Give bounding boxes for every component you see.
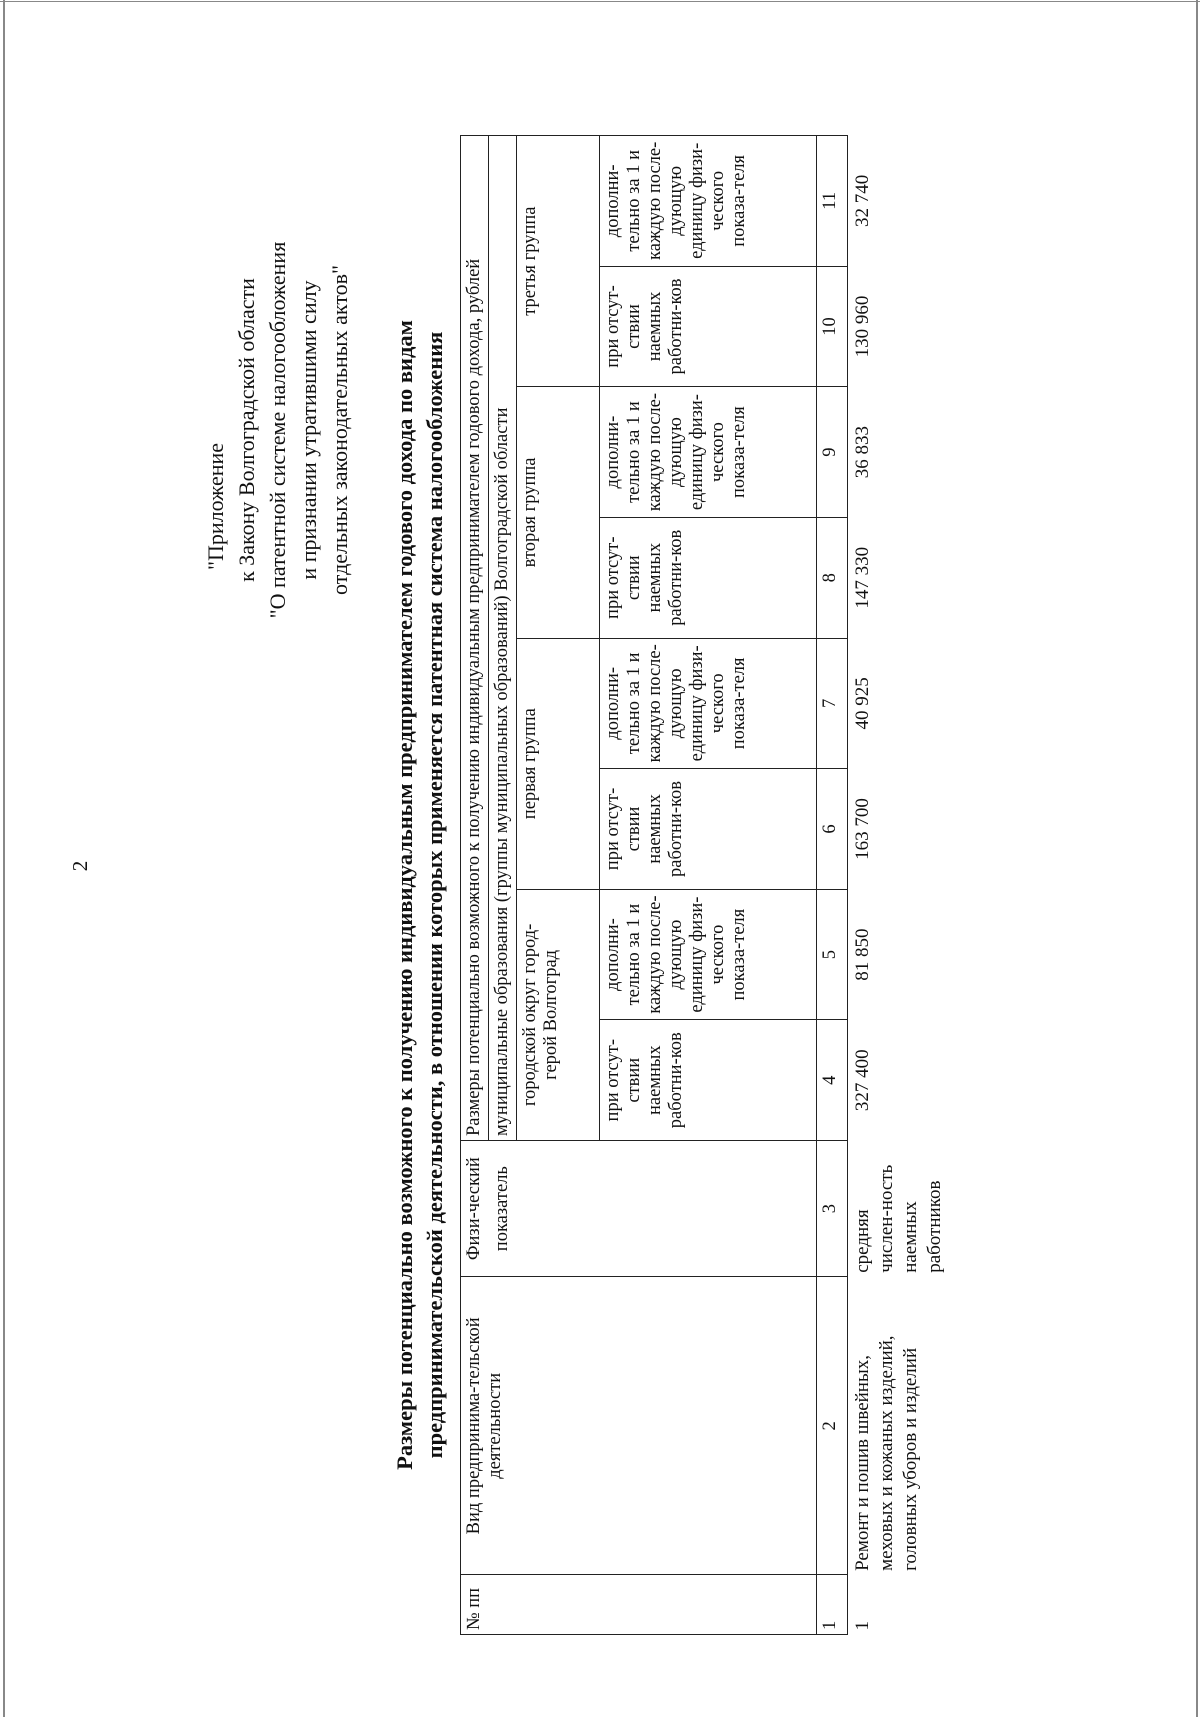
header-group-city: городской округ город-герой Волгоград	[517, 889, 600, 1140]
appendix-header	[200, 100, 355, 760]
row-value: 40 925	[852, 677, 873, 730]
header-additional: дополни-тельно за 1 и каждую после-дующую единицу физи-ческого показа-теля	[600, 136, 817, 267]
scan-edge-left	[3, 0, 5, 1717]
column-number-row	[817, 136, 848, 1635]
column-number: 4	[817, 1020, 848, 1141]
column-number: 1	[817, 1575, 848, 1635]
page-number: 2	[68, 860, 92, 872]
table-row	[848, 136, 951, 1635]
header-additional: дополни-тельно за 1 и каждую после-дующую единицу физи-ческого показа-теля	[600, 889, 817, 1020]
header-additional: дополни-тельно за 1 и каждую после-дующую единицу физи-ческого показа-теля	[600, 387, 817, 518]
column-number: 10	[817, 266, 848, 387]
row-num: 1	[852, 1621, 873, 1631]
header-group-2: вторая группа	[517, 387, 600, 638]
row-value: 32 740	[852, 174, 873, 227]
header-num: № пп	[461, 1575, 817, 1635]
rotated-page-content	[30, 50, 1150, 1650]
header-no-employees: при отсут-ствии наемных работни-ков	[600, 1020, 817, 1141]
header-additional: дополни-тельно за 1 и каждую после-дующую единицу физи-ческого показа-теля	[600, 638, 817, 769]
document-title-line: Размеры потенциально возможного к получению индивидуальным предпринимателем годового дохода по видам	[392, 320, 417, 1470]
appendix-line: и признании утратившими силу	[296, 280, 321, 580]
row-value: 327 400	[852, 1049, 873, 1112]
document-title-line: предпринимательской деятельности, в отношении которых применяется патентная система налогообложения	[422, 331, 447, 1459]
header-municipal: муниципальные образования (группы муниципальных образований) Волгоградской области	[489, 136, 517, 1141]
header-group-1: первая группа	[517, 638, 600, 889]
income-table	[460, 135, 950, 1635]
header-group-3: третья группа	[517, 136, 600, 387]
document-title	[390, 165, 450, 1625]
row-value: 81 850	[852, 928, 873, 981]
row-value: 130 960	[852, 295, 873, 358]
appendix-line: "Приложение	[203, 442, 228, 570]
header-row-1	[461, 136, 489, 1635]
header-activity: Вид предпринима-тельской деятельности	[461, 1277, 817, 1575]
header-no-employees: при отсут-ствии наемных работни-ков	[600, 517, 817, 638]
scan-edge-top	[0, 1, 1200, 2]
appendix-line: к Закону Волгоградской области	[234, 278, 259, 582]
row-value: 163 700	[852, 798, 873, 860]
header-indicator: Физи-ческий	[461, 1141, 489, 1277]
header-sizes: Размеры потенциально возможного к получению индивидуальным предпринимателем годового дохода, рублей	[461, 136, 489, 1141]
header-indicator-cont: показатель	[489, 1141, 817, 1277]
column-number: 5	[817, 889, 848, 1020]
column-number: 8	[817, 517, 848, 638]
header-no-employees: при отсут-ствии наемных работни-ков	[600, 769, 817, 890]
appendix-line: отдельных законодательных актов"	[327, 265, 352, 595]
row-value: 147 330	[852, 546, 873, 609]
column-number: 11	[817, 136, 848, 267]
header-no-employees: при отсут-ствии наемных работни-ков	[600, 266, 817, 387]
appendix-line: "О патентной системе налогообложения	[265, 241, 290, 619]
column-number: 9	[817, 387, 848, 518]
row-value: 36 833	[852, 425, 873, 479]
scan-edge-right	[1196, 0, 1198, 1717]
column-number: 7	[817, 638, 848, 769]
row-activity: Ремонт и пошив швейных, меховых и кожаных изделий, головных уборов и изделий	[852, 1335, 921, 1571]
row-indicator: средняя числен-ность наемных работников	[852, 1164, 945, 1273]
column-number: 6	[817, 769, 848, 890]
column-number: 2	[817, 1277, 848, 1575]
column-number: 3	[817, 1141, 848, 1277]
